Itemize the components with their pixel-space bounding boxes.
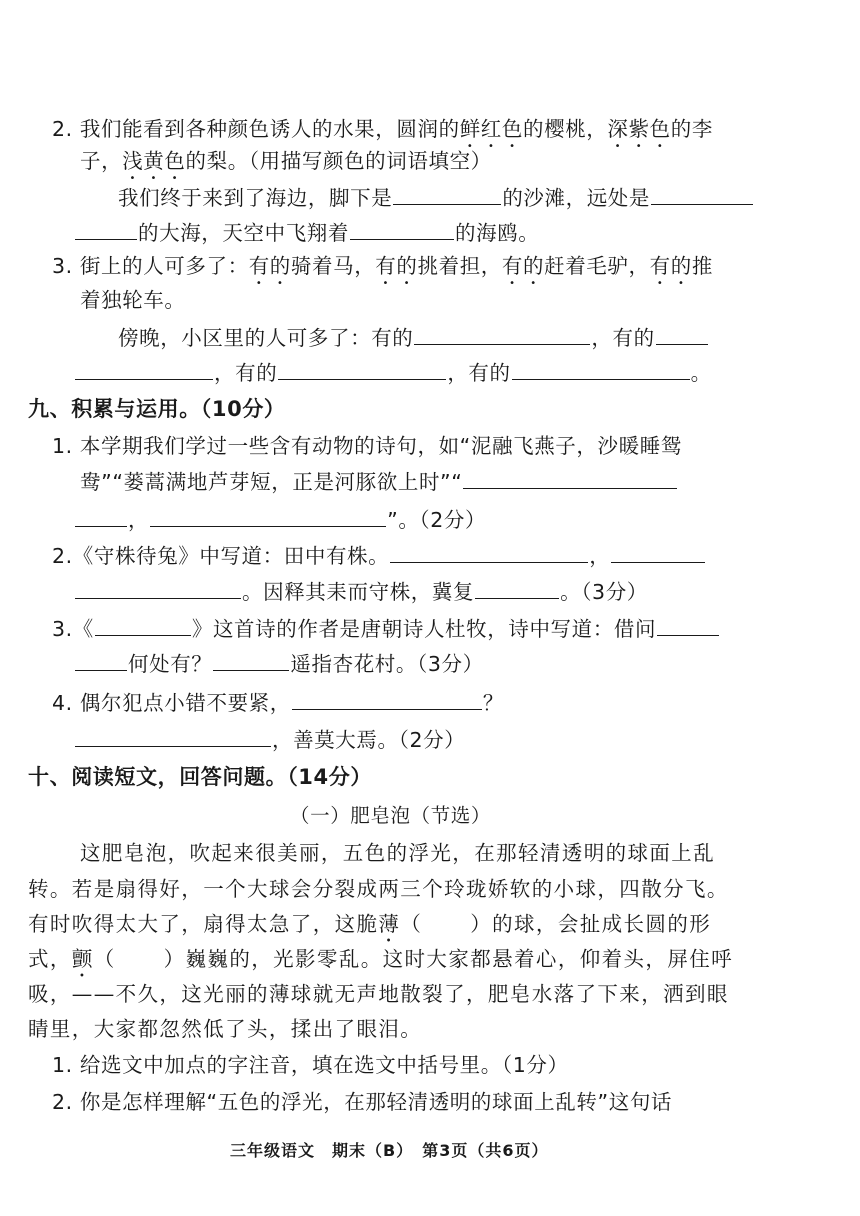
dotted-word: 有的 — [248, 254, 291, 278]
passage-line: 式，颤（ ）巍巍的，光影零乱。这时大家都悬着心，仰着头，屏住呼 — [28, 947, 734, 971]
q8-3-example-line1: 傍晚，小区里的人可多了：有的 ，有的 — [118, 323, 709, 353]
dotted-word-deep-purple: 深紫色 — [607, 117, 671, 141]
passage-line: 这肥皂泡，吹起来很美丽，五色的浮光，在那轻清透明的球面上乱 — [80, 841, 716, 865]
q9-2-line2: 。因释其耒而守株，冀复 。（3分） — [74, 577, 648, 607]
q9-1-line1: 1. 本学期我们学过一些含有动物的诗句，如“泥融飞燕子，沙暖睡鸳 — [52, 434, 682, 458]
q9-4-line2: ，善莫大焉。（2分） — [74, 725, 465, 755]
q9-1-line2: 鸯”“蒌蒿满地芦芽短，正是河豚欲上时”“ — [80, 467, 678, 497]
dotted-word: 有的 — [501, 254, 545, 278]
section-10-title: 十、阅读短文，回答问题。（14分） — [28, 765, 372, 789]
q10-1: 1. 给选文中加点的字注音，填在选文中括号里。（1分） — [52, 1053, 569, 1077]
answer-blank[interactable] — [656, 324, 708, 345]
answer-blank[interactable] — [213, 650, 289, 671]
q9-3-line2: 何处有？ 遥指杏花村。（3分） — [74, 649, 484, 679]
q8-2-line2: 子，浅黄色的梨。（用描写颜色的词语填空） — [80, 149, 492, 173]
q9-2-line1: 2.《守株待兔》中写道：田中有株。 ， — [52, 541, 706, 571]
answer-blank[interactable] — [150, 506, 386, 527]
passage-line: 睛里，大家都忽然低了头，揉出了眼泪。 — [28, 1017, 423, 1041]
answer-blank[interactable] — [651, 184, 753, 205]
section-9-title: 九、积累与运用。（10分） — [28, 397, 286, 421]
q10-2: 2. 你是怎样理解“五色的浮光，在那轻清透明的球面上乱转”这句话 — [52, 1090, 673, 1114]
passage-title: （一）肥皂泡（节选） — [290, 804, 492, 827]
passage-line: 吸，——不久，这光丽的薄球就无声地散裂了，肥皂水落了下来，洒到眼 — [28, 982, 729, 1006]
answer-blank[interactable] — [463, 468, 677, 489]
answer-blank[interactable] — [390, 542, 588, 563]
answer-blank[interactable] — [414, 324, 590, 345]
dotted-word: 有的 — [649, 254, 692, 278]
answer-blank[interactable] — [393, 184, 501, 205]
q8-3-line1: 3. 街上的人可多了：有的骑着马，有的挑着担，有的赶着毛驴，有的推 — [52, 254, 713, 278]
answer-blank[interactable] — [611, 542, 705, 563]
dotted-word-light-yellow: 浅黄色 — [122, 149, 186, 173]
answer-blank[interactable] — [75, 359, 213, 380]
dotted-word-bright-red: 鲜红色 — [459, 117, 523, 141]
q8-3-line2: 着独轮车。 — [80, 288, 186, 312]
passage-line: 转。若是扇得好，一个大球会分裂成两三个玲珑娇软的小球，四散分飞。 — [28, 877, 729, 901]
dotted-char-bo: 薄 — [378, 912, 401, 936]
answer-blank[interactable] — [292, 689, 482, 710]
q8-3-example-line2: ，有的 ，有的 。 — [74, 358, 712, 388]
passage-line: 有时吹得太大了，扇得太急了，这脆薄（ ）的球，会扯成长圆的形 — [28, 912, 712, 936]
answer-blank[interactable] — [95, 615, 191, 636]
answer-blank[interactable] — [512, 359, 690, 380]
q8-2-example-line1: 我们终于来到了海边，脚下是 的沙滩，远处是 — [118, 183, 754, 213]
dotted-char-chan: 颤 — [71, 947, 94, 971]
answer-blank[interactable] — [75, 578, 241, 599]
q9-3-line1: 3.《 》这首诗的作者是唐朝诗人杜牧，诗中写道：借问 — [52, 614, 720, 644]
answer-blank[interactable] — [75, 219, 137, 240]
answer-blank[interactable] — [75, 726, 271, 747]
answer-blank[interactable] — [75, 650, 127, 671]
page-footer: 三年级语文 期末（B） 第3页（共6页） — [230, 1141, 549, 1160]
dotted-word: 有的 — [375, 254, 418, 278]
q8-2-line1: 2. 我们能看到各种颜色诱人的水果，圆润的鲜红色的樱桃，深紫色的李 — [52, 117, 713, 141]
answer-blank[interactable] — [657, 615, 719, 636]
answer-blank[interactable] — [350, 219, 454, 240]
answer-blank[interactable] — [75, 506, 127, 527]
q9-1-line3: ， ”。（2分） — [74, 505, 486, 535]
q8-2-example-line2: 的大海，天空中飞翔着 的海鸥。 — [74, 218, 539, 248]
q9-4-line1: 4. 偶尔犯点小错不要紧， ？ — [52, 691, 504, 715]
answer-blank[interactable] — [475, 578, 559, 599]
answer-blank[interactable] — [278, 359, 446, 380]
